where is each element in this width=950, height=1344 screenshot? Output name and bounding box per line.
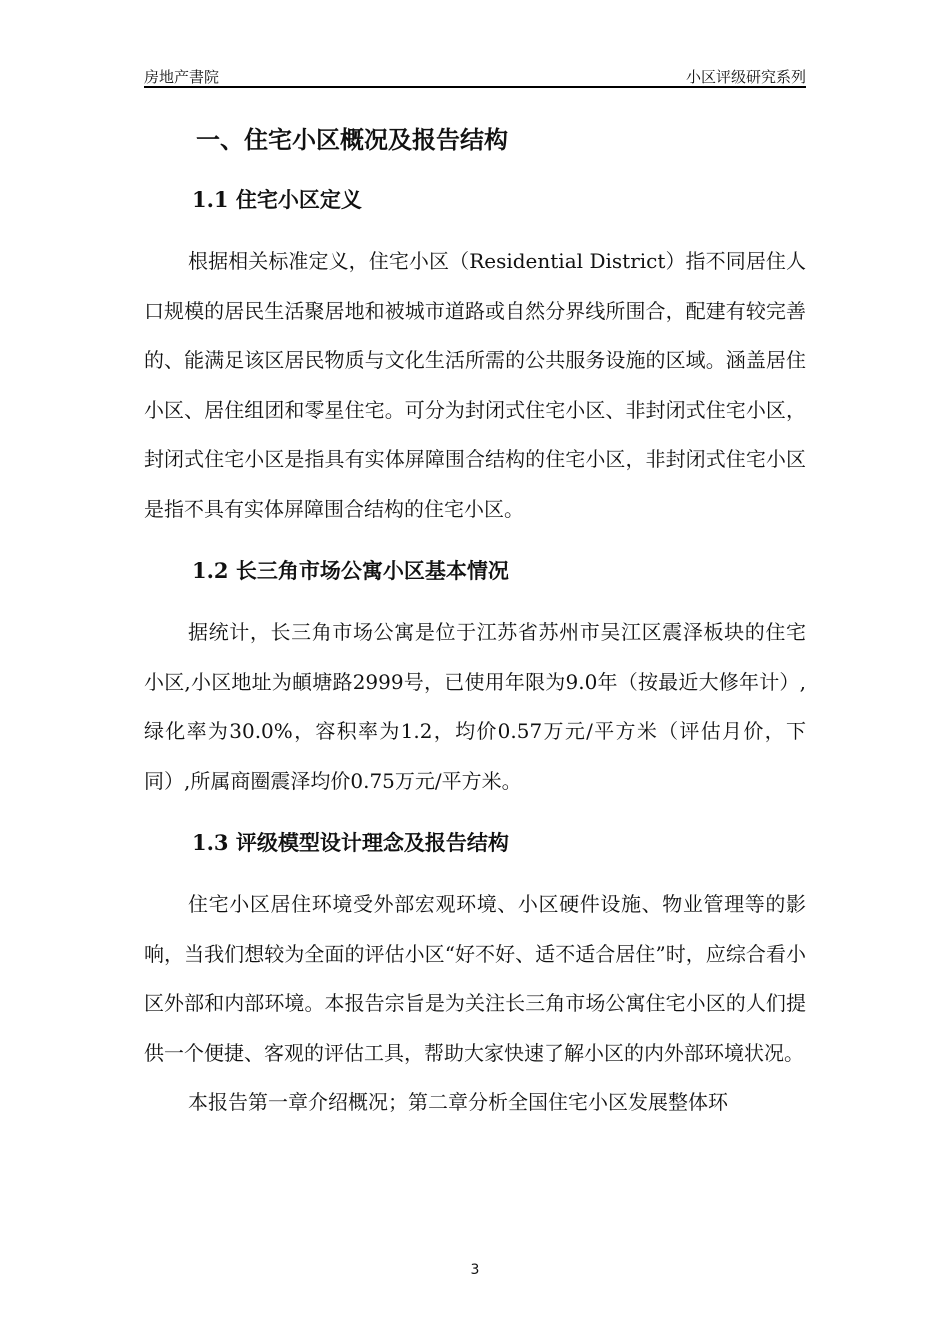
page-number: 3 [470,1262,480,1278]
paragraph: 据统计，长三角市场公寓是位于江苏省苏州市吴江区震泽板块的住宅小区,小区地址为頔塘路2999号，已使用年限为9.0年（按最近大修年计）,绿化率为30.0%，容积率为1.2，均价0.57万元/平方米（评估月价，下同）,所属商圈震泽均价0.75万元/平方米。 [144,620,806,793]
page-content [144,120,806,1128]
section-title: 1.2 长三角市场公寓小区基本情况 [192,558,509,583]
header-publisher: 房地产書院 [144,68,220,86]
section-title: 1.1 住宅小区定义 [192,187,362,212]
paragraph: 住宅小区居住环境受外部宏观环境、小区硬件设施、物业管理等的影响，当我们想较为全面的评估小区“好不好、适不适合居住”时，应综合看小区外部和内部环境。本报告宗旨是为关注长三角市场公寓住宅小区的人们提供一个便捷、客观的评估工具，帮助大家快速了解小区的内外部环境状况。 [144,892,806,1065]
section-title: 1.3 评级模型设计理念及报告结构 [192,830,509,855]
paragraph: 根据相关标准定义，住宅小区（Residential District）指不同居住人口规模的居民生活聚居地和被城市道路或自然分界线所围合，配建有较完善的、能满足该区居民物质与文化生活所需的公共服务设施的区域。涵盖居住小区、居住组团和零星住宅。可分为封闭式住宅小区、非封闭式住宅小区，封闭式住宅小区是指具有实体屏障围合结构的住宅小区，非封闭式住宅小区是指不具有实体屏障围合结构的住宅小区。 [144,249,806,521]
header-series: 小区评级研究系列 [685,68,806,86]
page-header [144,60,806,88]
chapter-title: 一、住宅小区概况及报告结构 [196,125,508,154]
paragraph: 本报告第一章介绍概况；第二章分析全国住宅小区发展整体环 [188,1090,728,1114]
